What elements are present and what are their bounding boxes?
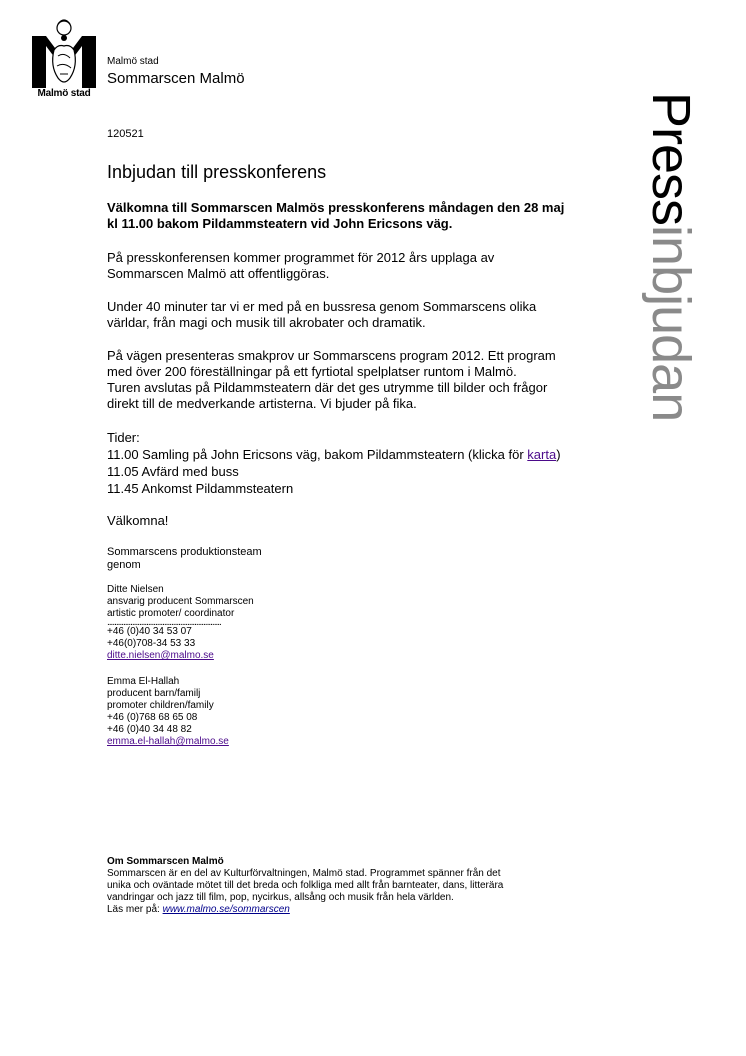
text-line: världar, från magi och musik till akrobater och dramatik.	[107, 315, 426, 330]
document-title: Inbjudan till presskonferens	[107, 162, 327, 182]
text-line: Under 40 minuter tar vi er med på en bussresa genom Sommarscens olika	[107, 299, 537, 314]
document-body	[107, 128, 617, 748]
text-line: Sommarscen är en del av Kulturförvaltningen, Malmö stad. Programmet spänner från det	[107, 868, 501, 879]
contact-name: Emma El-Hallah	[107, 676, 180, 687]
contact-role: promoter children/family	[107, 700, 214, 711]
about-section	[107, 856, 607, 916]
schedule	[107, 429, 617, 497]
contact-phone: +46 (0)768 68 65 08	[107, 712, 198, 723]
paragraph-2	[107, 299, 617, 331]
text-line: vandringar och jazz till film, pop, nycirkus, allsång och musik från hela världen.	[107, 892, 454, 903]
contact-role: producent barn/familj	[107, 688, 201, 699]
contact-phone: +46(0)708-34 53 33	[107, 638, 196, 649]
text-line: Välkomna till Sommarscen Malmös presskonferens måndagen den 28 maj	[107, 200, 565, 215]
text-line: På vägen presenteras smakprov ur Sommarscens program 2012. Ett program	[107, 348, 556, 363]
map-link[interactable]: karta	[527, 447, 557, 462]
paragraph-3	[107, 348, 617, 412]
text-line: direkt till de medverkande artisterna. Vi bjuder på fika.	[107, 396, 417, 411]
org-name-big: Sommarscen Malmö	[107, 70, 245, 87]
contact-phone: +46 (0)40 34 48 82	[107, 724, 192, 735]
website-link[interactable]: www.malmo.se/sommarscen	[162, 904, 290, 915]
schedule-label: Tider:	[107, 430, 140, 445]
contact-role: ansvarig producent Sommarscen	[107, 596, 254, 607]
read-more	[107, 904, 607, 916]
schedule-item-end: )	[556, 447, 561, 462]
schedule-item-3: 11.45 Ankomst Pildammsteatern	[107, 481, 294, 496]
contact-ditte	[107, 584, 617, 662]
text-line: På presskonferensen kommer programmet för 2012 års upplaga av	[107, 250, 495, 265]
text-line: genom	[107, 559, 141, 571]
welcome-text: Välkomna!	[107, 513, 169, 528]
contact-role: artistic promoter/ coordinator	[107, 608, 235, 619]
text-line: unika och oväntade mötet till det breda och folkliga med allt från barnteater, dans, litterära	[107, 880, 504, 891]
dotted-separator: ................................................................	[107, 617, 221, 628]
contact-phone: +46 (0)40 34 53 07	[107, 626, 192, 637]
read-more-label: Läs mer på:	[107, 904, 163, 915]
lead-paragraph	[107, 200, 617, 232]
contact-emma	[107, 676, 617, 748]
schedule-item-text: 11.00 Samling på John Ericsons väg, bakom Pildammsteatern (klicka för	[107, 447, 528, 462]
text-line: Sommarscen Malmö att offentliggöras.	[107, 266, 330, 281]
text-line: med över 200 föreställningar på ett fyrtiotal spelplatser runtom i Malmö.	[107, 364, 517, 379]
org-name-small: Malmö stad	[107, 56, 159, 67]
text-line: Sommarscens produktionsteam	[107, 546, 262, 558]
paragraph-1	[107, 250, 617, 282]
schedule-item-2: 11.05 Avfärd med buss	[107, 464, 239, 479]
logo-text: Malmö stad	[37, 88, 91, 99]
document-date: 120521	[107, 128, 144, 140]
vertical-heading	[641, 92, 701, 422]
contact-email-link[interactable]: ditte.nielsen@malmo.se	[107, 650, 214, 661]
vertical-word-press: Press	[641, 92, 701, 226]
text-line: Turen avslutas på Pildammsteatern där det ges utrymme till bilder och frågor	[107, 380, 548, 395]
contact-email-link[interactable]: emma.el-hallah@malmo.se	[107, 736, 229, 747]
text-line: kl 11.00 bakom Pildammsteatern vid John Ericsons väg.	[107, 216, 453, 231]
schedule-item-1	[107, 446, 617, 463]
signature	[107, 546, 617, 572]
contact-name: Ditte Nielsen	[107, 584, 164, 595]
about-title: Om Sommarscen Malmö	[107, 856, 224, 867]
vertical-word-inbjudan: inbjudan	[641, 225, 701, 422]
